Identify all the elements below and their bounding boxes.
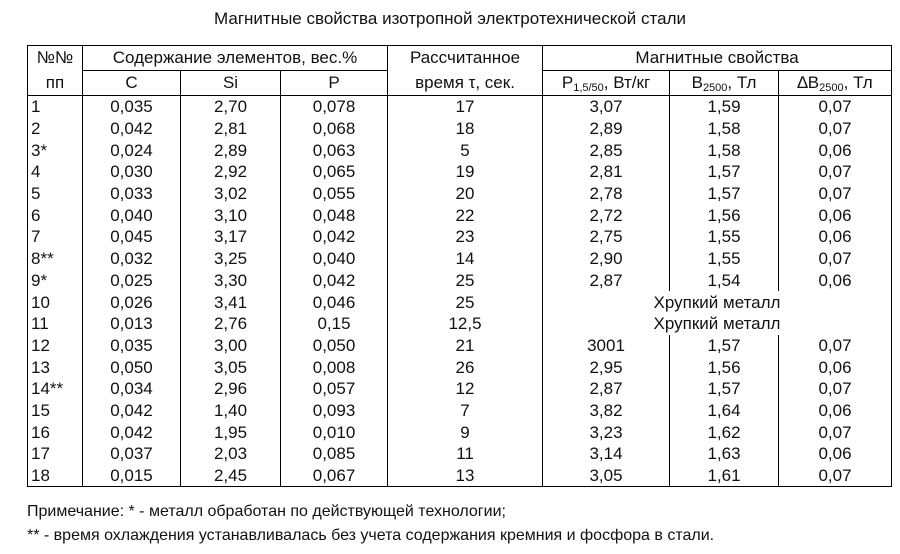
cell-number: 17: [28, 443, 83, 465]
cell-carbon: 0,024: [83, 139, 181, 161]
cell-phosphorus: 0,042: [281, 270, 388, 292]
table-row: [28, 291, 892, 313]
cell-carbon: 0,032: [83, 248, 181, 270]
table-row: [28, 183, 892, 205]
cell-silicon: 2,96: [181, 378, 281, 400]
cell-time: 12,5: [388, 313, 543, 335]
cell-power-loss: 2,81: [543, 161, 670, 183]
cell-phosphorus: 0,085: [281, 443, 388, 465]
cell-power-loss: 3,14: [543, 443, 670, 465]
cell-carbon: 0,040: [83, 204, 181, 226]
header-number-top: №№: [28, 46, 83, 71]
cell-phosphorus: 0,063: [281, 139, 388, 161]
cell-phosphorus: 0,093: [281, 400, 388, 422]
cell-induction: 1,64: [670, 400, 779, 422]
cell-time: 26: [388, 356, 543, 378]
cell-silicon: 3,17: [181, 226, 281, 248]
magnetic-properties-table: [27, 45, 892, 487]
cell-carbon: 0,030: [83, 161, 181, 183]
cell-power-loss: 3,05: [543, 465, 670, 487]
cell-induction-delta: 0,07: [779, 183, 892, 205]
cell-carbon: 0,050: [83, 356, 181, 378]
cell-phosphorus: 0,068: [281, 118, 388, 140]
header-carbon: C: [83, 71, 181, 96]
cell-number: 14**: [28, 378, 83, 400]
cell-time: 5: [388, 139, 543, 161]
cell-power-loss: 3,07: [543, 96, 670, 118]
table-row: [28, 443, 892, 465]
cell-induction-delta: 0,06: [779, 270, 892, 292]
cell-carbon: 0,026: [83, 291, 181, 313]
cell-phosphorus: 0,042: [281, 226, 388, 248]
cell-number: 11: [28, 313, 83, 335]
cell-induction: 1,61: [670, 465, 779, 487]
cell-power-loss: 2,87: [543, 378, 670, 400]
cell-number: 6: [28, 204, 83, 226]
cell-induction: 1,57: [670, 378, 779, 400]
cell-induction: 1,56: [670, 356, 779, 378]
footnote-1: Примечание: * - металл обработан по действующей технологии;: [27, 503, 506, 520]
table-row: [28, 139, 892, 161]
cell-time: 7: [388, 400, 543, 422]
cell-carbon: 0,025: [83, 270, 181, 292]
cell-silicon: 2,81: [181, 118, 281, 140]
cell-induction: 1,55: [670, 248, 779, 270]
cell-power-loss: 2,85: [543, 139, 670, 161]
cell-carbon: 0,035: [83, 335, 181, 357]
cell-induction-delta: 0,07: [779, 96, 892, 118]
cell-silicon: 3,25: [181, 248, 281, 270]
cell-time: 12: [388, 378, 543, 400]
cell-phosphorus: 0,048: [281, 204, 388, 226]
cell-carbon: 0,015: [83, 465, 181, 487]
cell-time: 13: [388, 465, 543, 487]
footnote-2: ** - время охлаждения устанавливалась без учета содержания кремния и фосфора в стали.: [27, 527, 715, 544]
header-power-loss: $P_{1,5/50}$, Вт/кг: [543, 71, 670, 96]
cell-time: 9: [388, 421, 543, 443]
header-time-bottom: время τ, сек.: [388, 71, 543, 96]
cell-time: 11: [388, 443, 543, 465]
cell-induction: 1,59: [670, 96, 779, 118]
cell-phosphorus: 0,046: [281, 291, 388, 313]
cell-phosphorus: 0,008: [281, 356, 388, 378]
cell-induction: 1,62: [670, 421, 779, 443]
cell-induction-delta: 0,06: [779, 356, 892, 378]
cell-phosphorus: 0,067: [281, 465, 388, 487]
cell-phosphorus: 0,065: [281, 161, 388, 183]
cell-induction: 1,57: [670, 161, 779, 183]
header-content-group: Содержание элементов, вес.%: [83, 46, 388, 71]
cell-induction-delta: 0,06: [779, 226, 892, 248]
cell-power-loss: 3,82: [543, 400, 670, 422]
table-row: [28, 400, 892, 422]
cell-carbon: 0,042: [83, 421, 181, 443]
cell-silicon: 1,40: [181, 400, 281, 422]
cell-carbon: 0,034: [83, 378, 181, 400]
cell-phosphorus: 0,057: [281, 378, 388, 400]
cell-induction-delta: 0,07: [779, 248, 892, 270]
cell-time: 23: [388, 226, 543, 248]
cell-number: 18: [28, 465, 83, 487]
cell-phosphorus: 0,050: [281, 335, 388, 357]
table-row: [28, 204, 892, 226]
cell-induction-delta: 0,06: [779, 400, 892, 422]
cell-phosphorus: 0,055: [281, 183, 388, 205]
cell-silicon: 2,92: [181, 161, 281, 183]
cell-silicon: 3,00: [181, 335, 281, 357]
cell-number: 9*: [28, 270, 83, 292]
cell-number: 7: [28, 226, 83, 248]
cell-silicon: 2,76: [181, 313, 281, 335]
cell-time: 25: [388, 270, 543, 292]
cell-number: 2: [28, 118, 83, 140]
cell-induction: 1,57: [670, 335, 779, 357]
table-row: [28, 356, 892, 378]
cell-time: 20: [388, 183, 543, 205]
table-row: [28, 465, 892, 487]
cell-induction-delta: 0,06: [779, 443, 892, 465]
cell-number: 10: [28, 291, 83, 313]
cell-time: 21: [388, 335, 543, 357]
cell-induction-delta: 0,06: [779, 204, 892, 226]
table-title: Магнитные свойства изотропной электротехнической стали: [214, 9, 686, 28]
cell-power-loss: 2,72: [543, 204, 670, 226]
cell-silicon: 3,10: [181, 204, 281, 226]
cell-time: 22: [388, 204, 543, 226]
table-row: [28, 96, 892, 118]
cell-number: 1: [28, 96, 83, 118]
cell-number: 12: [28, 335, 83, 357]
table-row: [28, 378, 892, 400]
cell-induction-delta: 0,06: [779, 139, 892, 161]
table-row: [28, 270, 892, 292]
cell-silicon: 3,41: [181, 291, 281, 313]
header-magnetic-group: Магнитные свойства: [543, 46, 892, 71]
cell-time: 14: [388, 248, 543, 270]
table-row: [28, 421, 892, 443]
header-number-bottom: пп: [28, 71, 83, 96]
cell-carbon: 0,035: [83, 96, 181, 118]
cell-time: 17: [388, 96, 543, 118]
cell-carbon: 0,033: [83, 183, 181, 205]
cell-carbon: 0,045: [83, 226, 181, 248]
cell-power-loss: 2,89: [543, 118, 670, 140]
table-row: [28, 248, 892, 270]
header-induction: $B_{2500}$, Тл: [670, 71, 779, 96]
cell-induction: 1,58: [670, 118, 779, 140]
cell-number: 3*: [28, 139, 83, 161]
table-row: [28, 313, 892, 335]
cell-induction-delta: 0,07: [779, 421, 892, 443]
header-silicon: Si: [181, 71, 281, 96]
cell-brittle-note: Хрупкий металл: [543, 313, 892, 335]
cell-power-loss: 2,95: [543, 356, 670, 378]
cell-phosphorus: 0,040: [281, 248, 388, 270]
cell-carbon: 0,037: [83, 443, 181, 465]
cell-induction: 1,63: [670, 443, 779, 465]
table-row: [28, 226, 892, 248]
cell-carbon: 0,042: [83, 400, 181, 422]
cell-number: 15: [28, 400, 83, 422]
table-row: [28, 161, 892, 183]
cell-time: 19: [388, 161, 543, 183]
cell-silicon: 1,95: [181, 421, 281, 443]
cell-induction-delta: 0,07: [779, 465, 892, 487]
cell-induction: 1,56: [670, 204, 779, 226]
cell-induction: 1,57: [670, 183, 779, 205]
cell-phosphorus: 0,15: [281, 313, 388, 335]
cell-power-loss: 2,75: [543, 226, 670, 248]
cell-power-loss: 2,78: [543, 183, 670, 205]
cell-number: 8**: [28, 248, 83, 270]
cell-silicon: 2,70: [181, 96, 281, 118]
cell-number: 16: [28, 421, 83, 443]
header-time-top: Рассчитанное: [388, 46, 543, 71]
header-phosphorus: P: [281, 71, 388, 96]
cell-power-loss: 2,87: [543, 270, 670, 292]
cell-number: 4: [28, 161, 83, 183]
cell-number: 13: [28, 356, 83, 378]
cell-silicon: 3,05: [181, 356, 281, 378]
cell-induction-delta: 0,07: [779, 378, 892, 400]
cell-power-loss: 3,23: [543, 421, 670, 443]
cell-number: 5: [28, 183, 83, 205]
cell-time: 25: [388, 291, 543, 313]
cell-induction-delta: 0,07: [779, 118, 892, 140]
cell-power-loss: 3001: [543, 335, 670, 357]
cell-phosphorus: 0,078: [281, 96, 388, 118]
table-row: [28, 118, 892, 140]
table-row: [28, 335, 892, 357]
header-induction-delta: $\Delta B_{2500}$, Тл: [779, 71, 892, 96]
cell-silicon: 2,45: [181, 465, 281, 487]
cell-induction-delta: 0,07: [779, 161, 892, 183]
cell-induction: 1,58: [670, 139, 779, 161]
cell-time: 18: [388, 118, 543, 140]
cell-carbon: 0,013: [83, 313, 181, 335]
cell-induction-delta: 0,07: [779, 335, 892, 357]
cell-silicon: 2,89: [181, 139, 281, 161]
cell-carbon: 0,042: [83, 118, 181, 140]
cell-silicon: 3,30: [181, 270, 281, 292]
cell-induction: 1,55: [670, 226, 779, 248]
cell-brittle-note: Хрупкий металл: [543, 291, 892, 313]
cell-silicon: 3,02: [181, 183, 281, 205]
cell-phosphorus: 0,010: [281, 421, 388, 443]
cell-induction: 1,54: [670, 270, 779, 292]
cell-power-loss: 2,90: [543, 248, 670, 270]
cell-silicon: 2,03: [181, 443, 281, 465]
